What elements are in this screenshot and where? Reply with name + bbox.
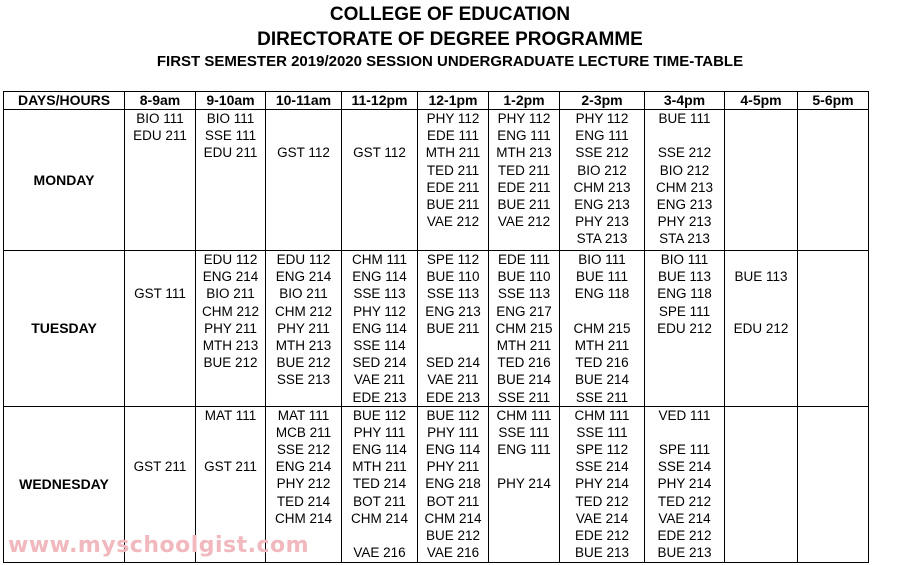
course-code: BOT 211: [353, 493, 406, 509]
course-code: SSE 113: [497, 286, 551, 302]
course-code: ENG 218: [425, 476, 481, 492]
course-code: MTH 211: [496, 337, 552, 353]
col-header-1-2pm: 1-2pm: [489, 92, 560, 110]
timetable-cell: [125, 110, 196, 251]
course-code: ENG 111: [497, 442, 551, 458]
course-code: [125, 251, 195, 268]
course-code: [418, 337, 488, 354]
day-label: MONDAY: [4, 110, 125, 251]
course-code: [125, 407, 195, 424]
course-code: SSE 212: [657, 145, 712, 161]
course-code: GST 111: [134, 286, 186, 302]
course-code: EDU 212: [733, 320, 789, 336]
watermark: www.myschoolgist.com: [8, 533, 310, 558]
timetable-cell: [342, 110, 418, 251]
course-code: BIO 111: [206, 111, 255, 126]
timetable-cell: [560, 406, 645, 562]
course-code: PHY 111: [353, 424, 406, 440]
course-code: MTH 213: [202, 337, 259, 353]
course-code: ENG 213: [574, 196, 630, 212]
course-code: MTH 211: [352, 459, 407, 475]
day-row-tuesday: [4, 251, 869, 407]
course-code: PHY 214: [657, 476, 712, 492]
course-code: EDU 211: [203, 145, 258, 161]
timetable-cell: [798, 406, 869, 562]
course-code: SSE 211: [497, 389, 551, 405]
course-code: SED 214: [352, 355, 407, 371]
course-code: ENG 118: [574, 286, 630, 302]
timetable-cell: [489, 110, 560, 251]
course-code: CHM 214: [350, 510, 409, 526]
day-row-monday: [4, 110, 869, 251]
timetable-cell: [645, 406, 725, 562]
col-header-8-9am: 8-9am: [125, 92, 196, 110]
course-code: CHM 111: [496, 407, 552, 423]
timetable-heading: FIRST SEMESTER 2019/2020 SESSION UNDERGRADUATE LECTURE TIME-TABLE: [156, 53, 744, 70]
course-code: VAE 212: [497, 214, 551, 230]
course-code: CHM 212: [274, 303, 333, 319]
col-header-5-6pm: 5-6pm: [798, 92, 869, 110]
course-code: BUE 211: [426, 320, 480, 336]
course-code: PHY 211: [204, 320, 257, 336]
course-code: VAE 211: [427, 372, 479, 388]
col-header-11-12pm: 11-12pm: [342, 92, 418, 110]
timetable-cell: [489, 251, 560, 407]
course-code: PHY 112: [353, 303, 406, 319]
course-code: CHM 215: [495, 320, 553, 336]
course-code: TED 212: [575, 493, 629, 509]
course-code: PHY 213: [575, 214, 629, 230]
course-code: VAE 216: [426, 545, 480, 561]
course-code: VAE 211: [353, 372, 406, 388]
directorate-title: DIRECTORATE OF DEGREE PROGRAMME: [257, 29, 643, 50]
course-code: VAE 216: [353, 545, 406, 561]
course-code: SSE 113: [353, 286, 406, 302]
col-header-days: DAYS/HOURS: [4, 92, 125, 110]
timetable-cell: [125, 251, 196, 407]
timetable-cell: [418, 110, 489, 251]
course-code: [342, 527, 417, 544]
course-code: BIO 111: [660, 252, 709, 267]
course-code: [342, 110, 417, 127]
course-code: [196, 441, 265, 458]
timetable: [3, 91, 869, 563]
course-code: ENG 213: [425, 303, 481, 319]
timetable-cell: [560, 110, 645, 251]
course-code: VED 111: [658, 407, 711, 423]
course-code: PHY 111: [427, 424, 479, 440]
course-code: ENG 217: [496, 303, 552, 319]
course-code: BUE 113: [734, 269, 788, 285]
course-code: MTH 213: [275, 337, 332, 353]
course-code: VAE 214: [658, 510, 711, 526]
course-code: SPE 112: [426, 252, 480, 267]
course-code: SSE 211: [575, 389, 629, 405]
course-code: SED 214: [425, 355, 481, 371]
course-code: PHY 213: [657, 214, 712, 230]
course-code: GST 211: [133, 459, 187, 475]
course-code: MTH 211: [574, 337, 630, 353]
course-code: BUE 213: [657, 545, 712, 561]
course-code: EDU 212: [657, 320, 712, 336]
course-code: SPE 112: [575, 442, 629, 458]
course-code: BUE 112: [426, 407, 480, 423]
course-code: MTH 211: [425, 145, 481, 161]
course-code: [196, 424, 265, 441]
course-code: STA 213: [659, 231, 710, 247]
course-code: BUE 112: [352, 407, 407, 423]
course-code: ENG 213: [656, 196, 713, 212]
course-code: SPE 111: [658, 442, 711, 458]
course-code: EDE 213: [425, 389, 481, 405]
course-code: [725, 303, 797, 320]
course-code: CHM 213: [573, 179, 631, 195]
course-code: SSE 111: [498, 424, 550, 440]
course-code: [725, 251, 797, 268]
day-label: WEDNESDAY: [4, 406, 125, 562]
course-code: [125, 268, 195, 285]
course-code: STA 213: [576, 231, 628, 247]
col-header-12-1pm: 12-1pm: [418, 92, 489, 110]
course-code: SSE 213: [276, 372, 331, 388]
course-code: ENG 114: [352, 320, 407, 336]
timetable-cell: [725, 406, 798, 562]
course-code: CHM 214: [274, 510, 333, 526]
course-code: GST 112: [277, 145, 330, 161]
course-code: EDE 111: [497, 252, 551, 267]
col-header-9-10am: 9-10am: [196, 92, 266, 110]
course-code: EDU 211: [133, 128, 187, 144]
timetable-cell: [418, 406, 489, 562]
course-code: GST 112: [353, 145, 406, 161]
course-code: TED 216: [575, 355, 629, 371]
course-code: MCB 211: [275, 424, 332, 440]
course-code: SPE 111: [658, 303, 711, 319]
course-code: EDE 211: [426, 179, 480, 195]
course-code: VAE 214: [575, 510, 629, 526]
course-code: [125, 424, 195, 441]
course-code: MTH 213: [496, 145, 552, 161]
course-code: PHY 212: [276, 476, 331, 492]
course-code: SSE 212: [575, 145, 629, 161]
course-code: BUE 110: [497, 269, 551, 285]
course-code: TED 214: [352, 476, 407, 492]
course-code: [645, 424, 724, 441]
course-code: BIO 212: [659, 162, 710, 178]
course-code: BUE 111: [575, 269, 629, 285]
course-code: BOT 211: [426, 493, 480, 509]
course-code: MAT 111: [204, 407, 257, 423]
course-code: SSE 113: [426, 286, 480, 302]
course-code: [266, 127, 341, 144]
timetable-cell: [645, 110, 725, 251]
course-code: BUE 211: [497, 196, 551, 212]
course-code: PHY 211: [426, 459, 480, 475]
course-code: [489, 458, 559, 475]
course-code: SSE 214: [657, 459, 712, 475]
course-code: CHM 212: [201, 303, 260, 319]
timetable-cell: [266, 251, 342, 407]
course-code: ENG 114: [425, 442, 481, 458]
timetable-cell: [798, 110, 869, 251]
day-label: TUESDAY: [4, 251, 125, 407]
course-code: PHY 214: [497, 476, 551, 492]
course-code: [266, 110, 341, 127]
timetable-cell: [266, 110, 342, 251]
course-code: BUE 213: [574, 545, 630, 561]
course-code: ENG 114: [352, 442, 407, 458]
course-code: PHY 112: [426, 111, 480, 126]
timetable-cell: [342, 406, 418, 562]
course-code: ENG 111: [575, 128, 629, 144]
course-code: EDE 212: [657, 528, 712, 543]
course-code: BUE 212: [203, 355, 258, 371]
course-code: PHY 214: [575, 476, 629, 492]
course-code: TED 211: [497, 162, 551, 178]
course-code: [342, 127, 417, 144]
course-code: PHY 112: [497, 111, 551, 126]
course-code: SSE 214: [575, 459, 629, 475]
course-code: BUE 212: [276, 355, 331, 371]
course-code: BIO 111: [578, 252, 626, 267]
course-code: SSE 111: [576, 424, 628, 440]
course-code: TED 212: [657, 493, 712, 509]
course-code: PHY 211: [277, 320, 330, 336]
col-header-10-11am: 10-11am: [266, 92, 342, 110]
course-code: SSE 114: [353, 337, 406, 353]
course-code: SSE 111: [204, 128, 257, 144]
timetable-cell: [560, 251, 645, 407]
course-code: TED 216: [497, 355, 551, 371]
course-code: ENG 111: [497, 128, 551, 144]
course-code: EDU 112: [203, 252, 258, 267]
course-code: VAE 212: [426, 214, 480, 230]
course-code: EDE 213: [352, 389, 407, 405]
course-code: CHM 215: [573, 320, 631, 336]
timetable-cell: [645, 251, 725, 407]
course-code: CHM 111: [351, 252, 407, 267]
timetable-cell: [725, 110, 798, 251]
course-code: BIO 111: [136, 111, 184, 126]
timetable-cell: [196, 110, 266, 251]
course-code: EDE 211: [497, 179, 551, 195]
col-header-3-4pm: 3-4pm: [645, 92, 725, 110]
course-code: BUE 111: [658, 111, 711, 126]
course-code: BUE 214: [496, 372, 552, 388]
course-code: BUE 113: [657, 269, 712, 285]
course-code: [645, 127, 724, 144]
course-code: BIO 212: [577, 162, 627, 178]
course-code: [125, 441, 195, 458]
course-code: EDE 111: [426, 128, 480, 144]
course-code: ENG 214: [275, 459, 332, 475]
course-code: BIO 211: [206, 286, 255, 302]
course-code: PHY 112: [575, 111, 629, 126]
course-code: ENG 114: [352, 269, 407, 285]
course-code: TED 214: [276, 493, 331, 509]
course-code: BIO 211: [279, 286, 328, 302]
course-code: BUE 110: [426, 269, 480, 285]
timetable-cell: [196, 251, 266, 407]
college-title: COLLEGE OF EDUCATION: [329, 4, 571, 25]
col-header-4-5pm: 4-5pm: [725, 92, 798, 110]
header-row: [4, 92, 869, 110]
course-code: CHM 213: [655, 179, 714, 195]
timetable-cell: [418, 251, 489, 407]
course-code: ENG 214: [275, 269, 332, 285]
course-code: EDE 212: [574, 528, 630, 543]
course-code: BUE 214: [574, 372, 630, 388]
course-code: [725, 285, 797, 302]
course-code: GST 211: [204, 459, 257, 475]
timetable-cell: [798, 251, 869, 407]
timetable-cell: [725, 251, 798, 407]
course-code: SSE 212: [276, 442, 331, 458]
course-code: [560, 303, 644, 320]
course-code: EDU 112: [276, 252, 331, 267]
course-code: CHM 214: [424, 510, 482, 526]
timetable-cell: [489, 406, 560, 562]
timetable-cell: [342, 251, 418, 407]
course-code: ENG 118: [657, 286, 712, 302]
course-code: BUE 211: [426, 196, 480, 212]
course-code: CHM 111: [574, 407, 630, 423]
course-code: BUE 212: [425, 528, 481, 543]
course-code: TED 211: [426, 162, 480, 178]
course-code: MAT 111: [277, 407, 330, 423]
col-header-2-3pm: 2-3pm: [560, 92, 645, 110]
course-code: ENG 214: [202, 269, 259, 285]
